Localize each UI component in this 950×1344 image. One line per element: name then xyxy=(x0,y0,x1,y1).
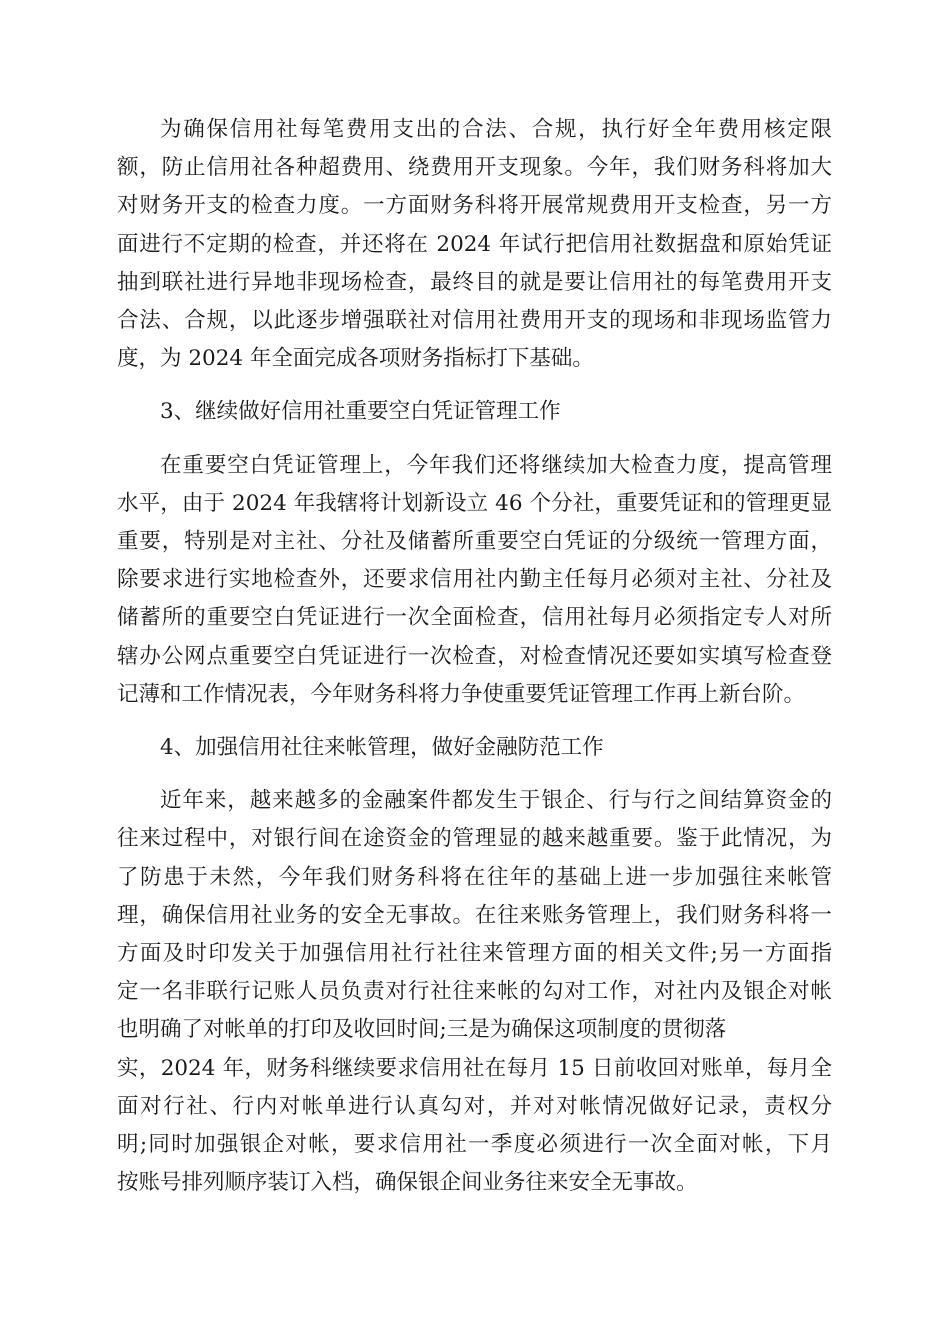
paragraph-expense-control xyxy=(117,111,832,378)
text-line: 在重要空白凭证管理上，今年我们还将继续加大检查力度，提高管理 xyxy=(160,452,832,478)
text-line: 储蓄所的重要空白凭证进行一次全面检查，信用社每月必须指定专人对所 xyxy=(117,605,832,631)
text-line: 合法、合规，以此逐步增强联社对信用社费用开支的现场和非现场监管力 xyxy=(117,308,832,334)
text-line: 按账号排列顺序装订入档，确保银企间业务往来安全无事故。 xyxy=(117,1170,698,1196)
text-line: 也明确了对帐单的打印及收回时间;三是为确保这项制度的贯彻落 xyxy=(117,1017,727,1043)
text-line: 记薄和工作情况表，今年财务科将力争使重要凭证管理工作再上新台阶。 xyxy=(117,681,806,707)
text-line: 理，确保信用社业务的安全无事故。在往来账务管理上，我们财务科将一 xyxy=(117,902,832,928)
text-line: 明;同时加强银企对帐，要求信用社一季度必须进行一次全面对帐，下月 xyxy=(117,1132,832,1158)
text-line: 近年来，越来越多的金融案件都发生于银企、行与行之间结算资金的 xyxy=(160,788,832,814)
text-line: 水平，由于 2024 年我辖将计划新设立 46 个分社，重要凭证和的管理更显 xyxy=(117,490,832,516)
text-line: 抽到联社进行异地非现场检查，最终目的就是要让信用社的每笔费用开支 xyxy=(117,269,832,295)
text-line: 了防患于未然，今年我们财务科将在往年的基础上进一步加强往来帐管 xyxy=(117,864,832,890)
text-line: 面进行不定期的检查，并还将在 2024 年试行把信用社数据盘和原始凭证 xyxy=(117,231,832,257)
document-body xyxy=(117,111,832,1217)
heading-text: 4、加强信用社往来帐管理，做好金融防范工作 xyxy=(160,735,604,761)
text-line: 重要，特别是对主社、分社及储蓄所重要空白凭证的分级统一管理方面， xyxy=(117,529,832,555)
text-line: 额，防止信用社各种超费用、绕费用开支现象。今年，我们财务科将加大 xyxy=(117,155,832,181)
text-line: 为确保信用社每笔费用支出的合法、合规，执行好全年费用核定限 xyxy=(160,117,832,142)
text-line: 实，2024 年，财务科继续要求信用社在每月 15 日前收回对账单，每月全 xyxy=(117,1055,832,1081)
text-line: 对财务开支的检查力度。一方面财务科将开展常规费用开支检查，另一方 xyxy=(117,193,832,219)
section-heading-3 xyxy=(117,393,832,431)
text-line: 度，为 2024 年全面完成各项财务指标打下基础。 xyxy=(117,346,594,372)
text-line: 定一名非联行记账人员负责对行社往来帐的勾对工作，对社内及银企对帐 xyxy=(117,979,832,1005)
paragraph-voucher-management xyxy=(117,447,832,714)
section-heading-4 xyxy=(117,729,832,767)
text-line: 往来过程中，对银行间在途资金的管理显的越来越重要。鉴于此情况，为 xyxy=(117,826,832,852)
text-line: 除要求进行实地检查外，还要求信用社内勤主任每月必须对主社、分社及 xyxy=(117,567,832,593)
paragraph-interbank-accounts xyxy=(117,782,832,1202)
text-line: 方面及时印发关于加强信用社行社往来管理方面的相关文件;另一方面指 xyxy=(117,941,832,967)
text-line: 辖办公网点重要空白凭证进行一次检查，对检查情况还要如实填写检查登 xyxy=(117,643,832,669)
heading-text: 3、继续做好信用社重要空白凭证管理工作 xyxy=(160,399,561,425)
text-line: 面对行社、行内对帐单进行认真勾对，并对对帐情况做好记录，责权分 xyxy=(117,1093,832,1119)
